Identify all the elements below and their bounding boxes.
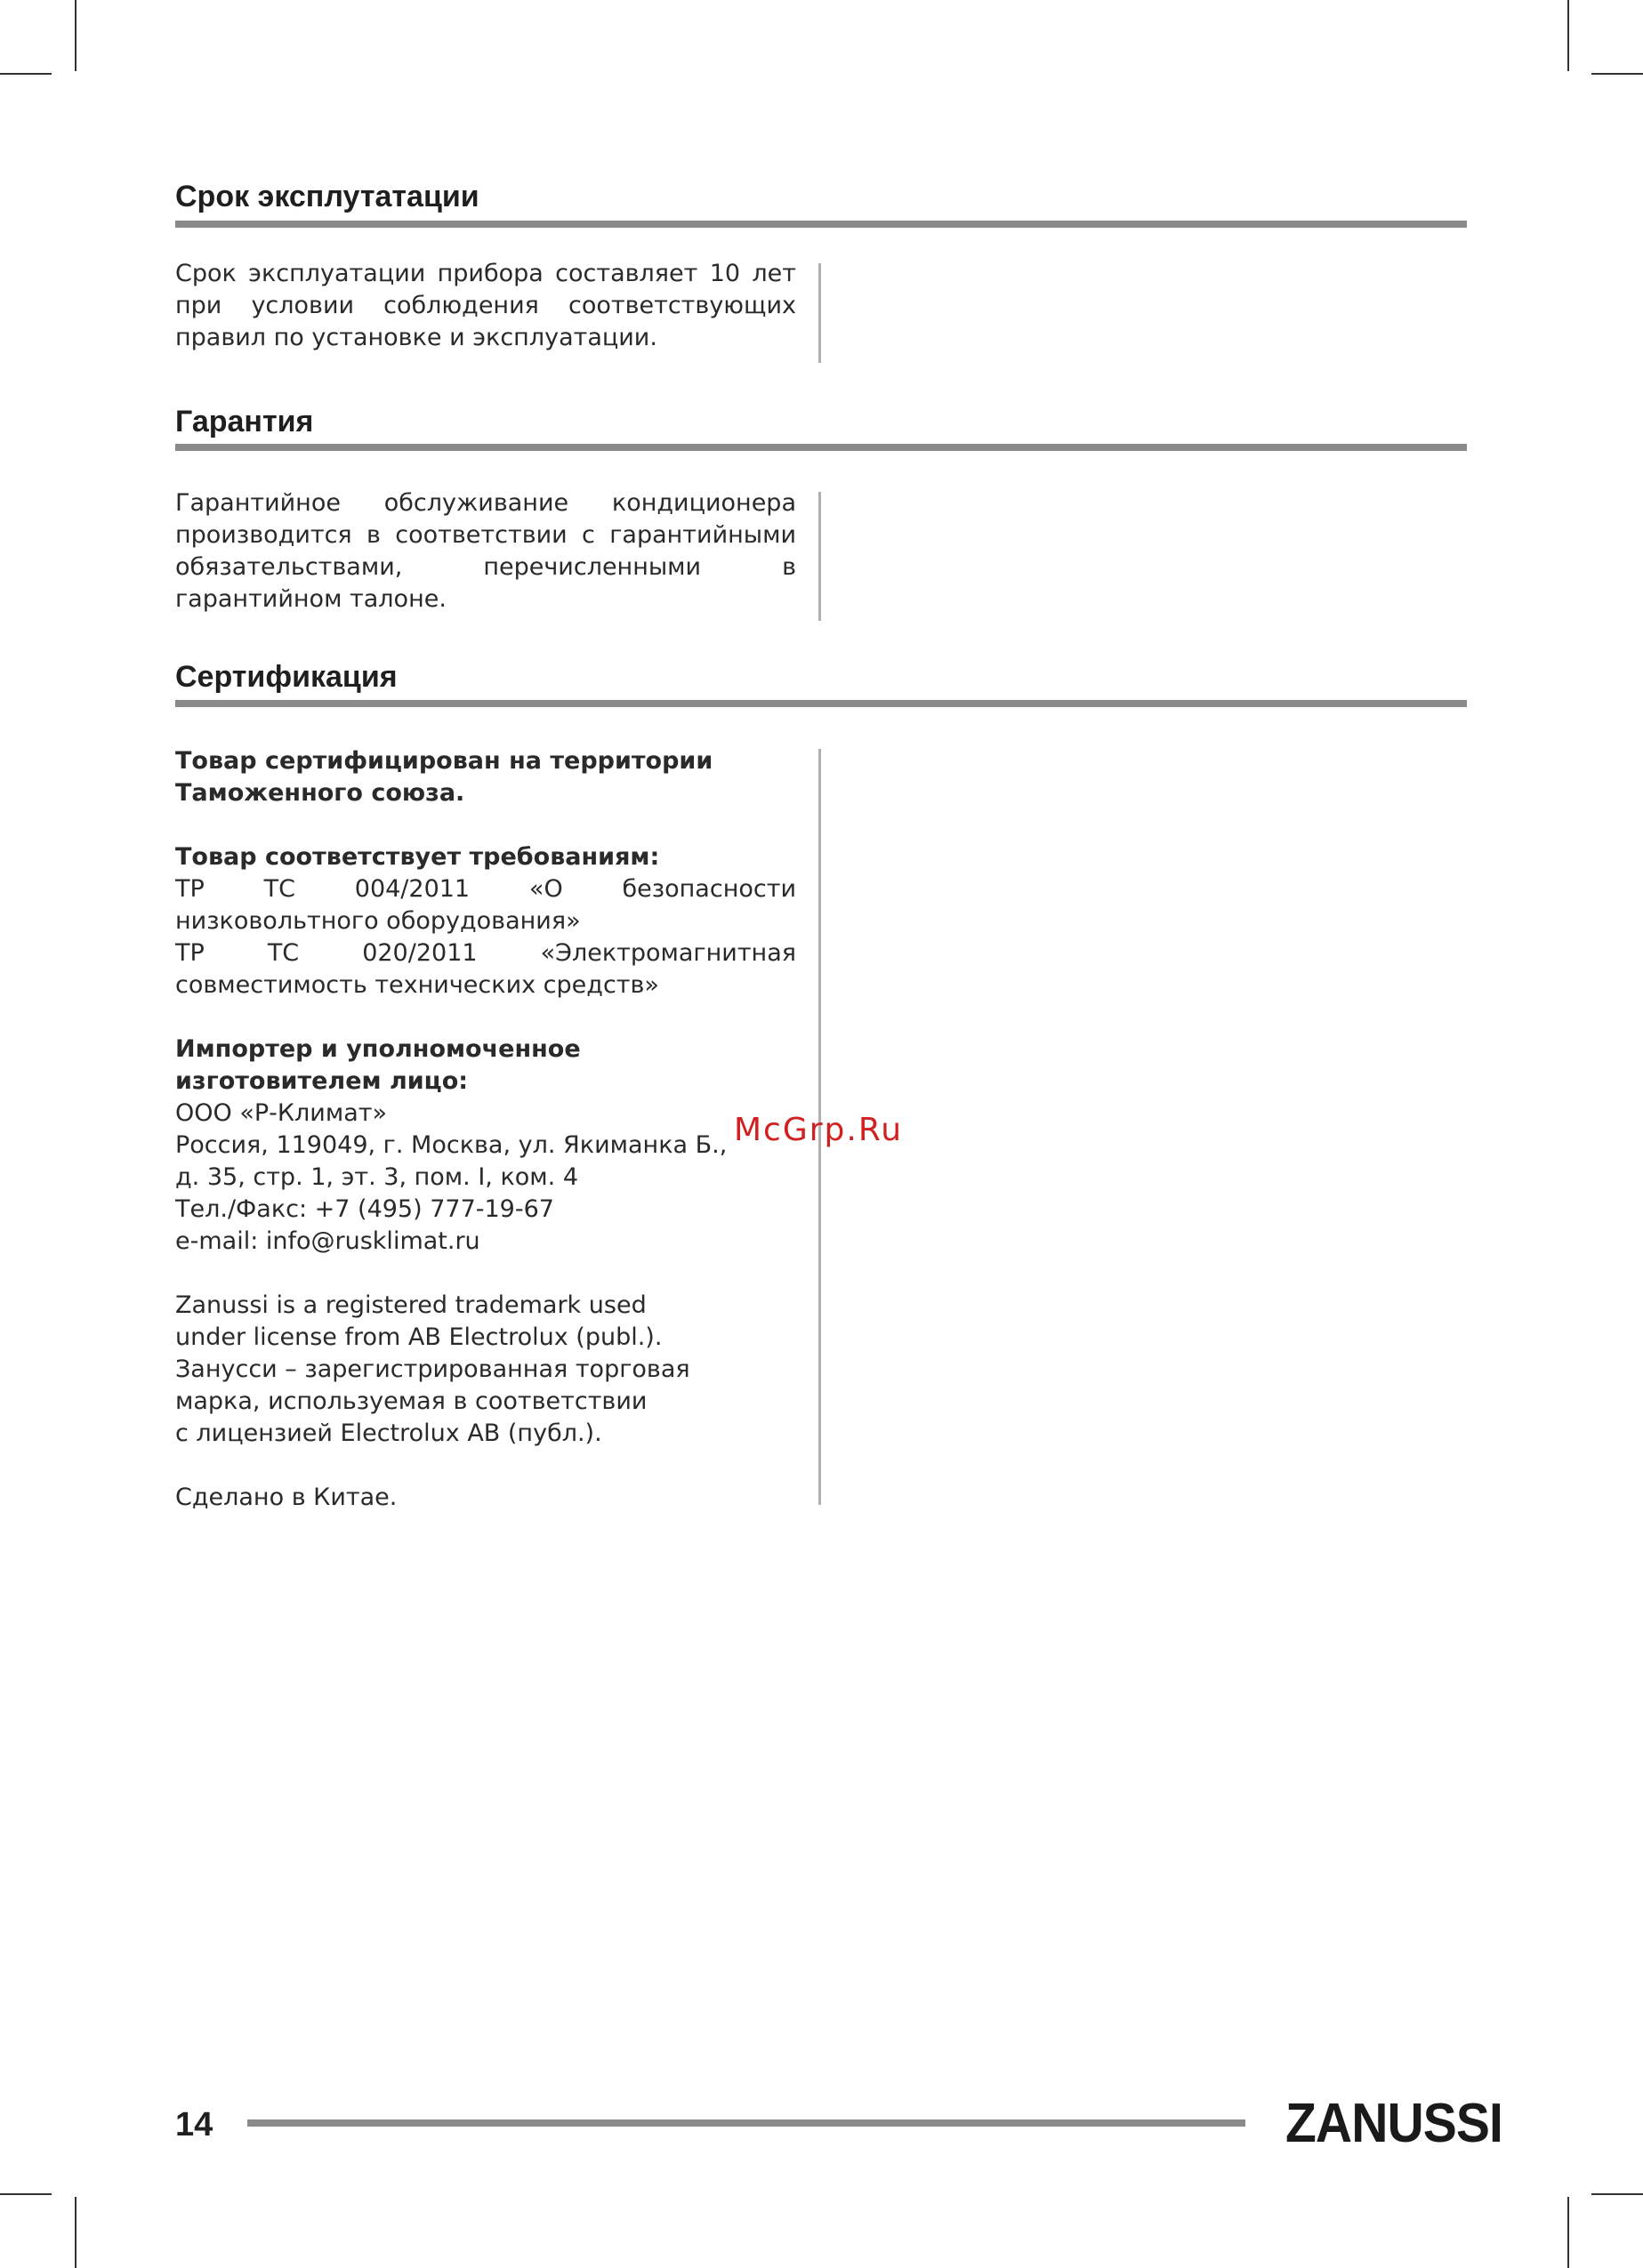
warranty-text: Гарантийное обслуживание кондиционера производится в соответствии с гарантийными обязательствами, перечисленными в гарантийном талоне.	[175, 489, 796, 613]
page-number: 14	[175, 2106, 213, 2143]
section-title-certification: Сертификация	[175, 660, 398, 694]
crop-mark	[1567, 2197, 1569, 2268]
trademark-line: Zanussi is a registered trademark used	[175, 1291, 647, 1319]
phone-line: Тел./Факс: +7 (495) 777-19-67	[175, 1195, 554, 1223]
section-rule	[175, 221, 1467, 228]
trademark-line: марка, используемая в соответствии	[175, 1387, 648, 1415]
requirements-heading: Товар соответствует требованиям:	[175, 843, 660, 871]
column-divider	[818, 263, 821, 363]
importer-heading: Импортер и уполномоченное	[175, 1035, 581, 1063]
address-line: д. 35, стр. 1, эт. 3, пом. I, ком. 4	[175, 1163, 579, 1191]
made-in-line: Сделано в Китае.	[175, 1484, 398, 1511]
requirement-item: ТР ТС 004/2011 «О безопасности низковольтного оборудования»	[175, 875, 796, 935]
lifetime-text: Срок эксплуатации прибора составляет 10 лет при условии соблюдения соответствующих правил по установке и эксплуатации.	[175, 260, 796, 351]
crop-mark	[1591, 73, 1643, 75]
crop-mark	[0, 73, 52, 75]
section-title-lifetime: Срок эксплутатации	[175, 180, 479, 213]
zanussi-logo: ZANUSSI	[1285, 2093, 1502, 2154]
crop-mark	[75, 0, 77, 71]
section-rule	[175, 700, 1467, 707]
trademark-line: с лицензией Electrolux AB (публ.).	[175, 1420, 602, 1447]
company-name: ООО «Р-Климат»	[175, 1099, 388, 1127]
email-line: e-mail: info@rusklimat.ru	[175, 1227, 480, 1255]
certified-line: Таможенного союза.	[175, 779, 465, 807]
requirement-item: ТР ТС 020/2011 «Электромагнитная совместимость технических средств»	[175, 939, 796, 999]
trademark-line: under license from AB Electrolux (publ.).	[175, 1323, 663, 1351]
crop-mark	[1591, 2193, 1643, 2195]
watermark: McGrp.Ru	[734, 1112, 904, 1148]
certification-body	[175, 745, 796, 1514]
trademark-line: Занусси – зарегистрированная торговая	[175, 1355, 690, 1383]
section-title-warranty: Гарантия	[175, 405, 314, 438]
crop-mark	[75, 2197, 77, 2268]
importer-heading: изготовителем лицо:	[175, 1067, 469, 1095]
certified-line: Товар сертифицирован на территории	[175, 747, 713, 775]
section-rule	[175, 444, 1467, 451]
address-line: Россия, 119049, г. Москва, ул. Якиманка Б.,	[175, 1131, 728, 1159]
column-divider	[818, 492, 821, 621]
crop-mark	[1567, 0, 1569, 71]
crop-mark	[0, 2193, 52, 2195]
footer-rule	[247, 2119, 1245, 2127]
